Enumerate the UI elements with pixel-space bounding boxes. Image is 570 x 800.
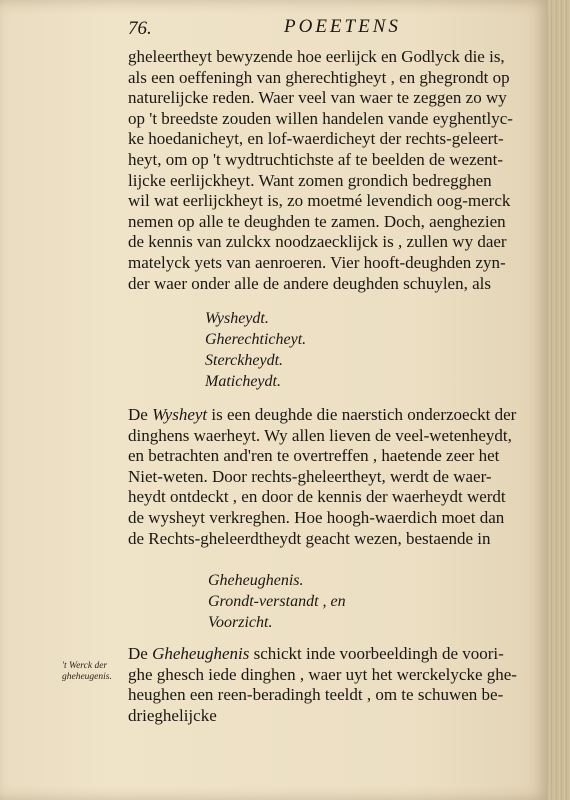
- list-item: Gherechticheyt.: [205, 331, 307, 348]
- list-item: Sterckheydt.: [205, 352, 284, 369]
- list-item: Gheheughenis.: [208, 572, 304, 589]
- paragraph-1: [128, 47, 533, 294]
- text-line: Niet-weten. Door rechts-gheleertheyt, werdt de waer-: [128, 466, 492, 486]
- virtues-list: [205, 308, 306, 392]
- list-item: Wysheydt.: [205, 310, 269, 327]
- paragraph-3: [128, 644, 533, 726]
- lead-word: De: [128, 405, 148, 424]
- text-line: der waer onder alle de andere deughden schuylen, als: [128, 273, 491, 293]
- text-line: nemen op alle te deughden te zamen. Doch, aenghezien: [128, 211, 506, 231]
- text-line: matelyck yets van aenroeren. Vier hooft-deughden zyn-: [128, 252, 506, 272]
- line-rest: schickt inde voorbeeldingh de voori-: [249, 644, 504, 663]
- text-line: [128, 644, 533, 665]
- line-rest: is een deughde die naerstich onderzoeckt der: [207, 405, 517, 424]
- text-line: drieghelijcke: [128, 705, 217, 725]
- text-line: als een oeffeningh van gherechtigheyt , en ghegrondt op: [128, 67, 510, 87]
- text-line: gheleertheyt bewyzende hoe eerlijck en Godlyck die is,: [128, 47, 505, 66]
- text-line: heyt, om op 't wydtruchtichste af te beelden de wezent-: [128, 149, 504, 169]
- list-item: Grondt-verstandt , en: [208, 593, 346, 610]
- text-line: lijcke eerlijckheyt. Want zomen grondich bedregghen: [128, 170, 492, 190]
- running-head: POEETENS: [284, 16, 401, 37]
- list-item: Voorzicht.: [208, 614, 273, 631]
- page-number: 76.: [128, 18, 152, 39]
- text-line: naturelijcke reden. Waer veel van waer te zeggen zo wy: [128, 88, 507, 108]
- text-line: en betrachten and'ren te overtreffen , haetende zeer het: [128, 446, 500, 466]
- lead-word: De: [128, 644, 148, 663]
- paragraph-2: [128, 405, 533, 549]
- faculties-list: [208, 570, 346, 633]
- italic-term: Gheheughenis: [152, 644, 250, 663]
- text-line: de kennis van zulckx noodzaecklijck is , zullen wy daer: [128, 232, 507, 252]
- text-line: dinghens waerheyt. Wy allen lieven de veel-wetenheydt,: [128, 425, 512, 445]
- page-edge: [548, 0, 570, 800]
- text-line: ke hoedanicheyt, en lof-waerdicheyt der rechts-geleert-: [128, 129, 504, 149]
- text-line: de Rechts-gheleerdtheydt geacht wezen, bestaende in: [128, 528, 491, 548]
- page-header: [128, 14, 538, 40]
- text-line: op 't breedste zouden willen handelen vande eyghentlyc-: [128, 108, 513, 128]
- text-line: de wysheyt verkreghen. Hoe hoogh-waerdich moet dan: [128, 507, 505, 527]
- text-line: heydt ontdeckt , en door de kennis der waerheydt werdt: [128, 487, 506, 507]
- text-line: [128, 405, 533, 426]
- list-item: Maticheydt.: [205, 373, 281, 390]
- italic-term: Wysheyt: [152, 405, 208, 424]
- text-line: wil wat eerlijckheyt is, zo moetmé levendich oog-merck: [128, 191, 511, 211]
- margin-note: [62, 661, 132, 683]
- text-line: heughen een reen-beradingh teeldt , om te schuwen be-: [128, 685, 504, 705]
- text-line: ghe ghesch iede dinghen , waer uyt het werckelycke ghe-: [128, 664, 517, 684]
- margin-note-line: gheheugenis.: [62, 672, 112, 682]
- margin-note-line: 't Werck der: [62, 661, 108, 671]
